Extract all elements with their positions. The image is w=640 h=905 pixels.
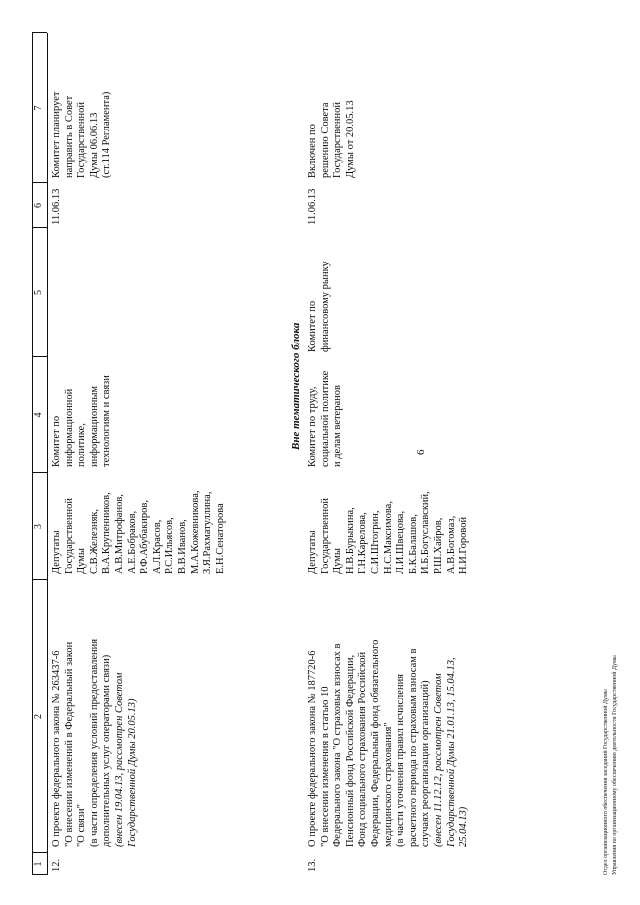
author-line: Думы xyxy=(332,548,344,574)
author-line: Думы xyxy=(76,548,88,574)
author-line: В.А.Крупенников, xyxy=(101,492,113,574)
note-line: (внесен 19.04.13, рассмотрен Советом xyxy=(113,672,125,847)
author-line: Р.Ф.Абубакиров, xyxy=(139,500,151,574)
title-line: О проекте федерального закона № 263437-6 xyxy=(51,650,62,847)
title-line: "О внесении изменения в статью 10 xyxy=(319,686,331,847)
row-12-authors xyxy=(51,490,227,574)
title-line: Федерального закона "О страховых взносах в xyxy=(332,643,344,847)
author-line: Р.Ш.Хайров, xyxy=(432,517,444,574)
title-line: "О связи" xyxy=(76,804,88,847)
title-line: медицинского страхования" xyxy=(382,722,394,847)
author-line: З.Я.Рахматуллина, xyxy=(202,491,214,574)
row-13-date: 11.06.13 xyxy=(307,188,318,225)
row-12-status xyxy=(51,92,114,179)
committee-line: информационной xyxy=(63,388,75,467)
author-line: М.А.Кожевникова, xyxy=(189,490,201,574)
header-col-3: 3 xyxy=(33,524,44,529)
author-line: И.Б.Богуславский, xyxy=(420,491,432,574)
footer-line-1: Отдел организационного обеспечения заседаний Государственной Думы xyxy=(603,689,609,875)
author-line: В.В.Иванов, xyxy=(176,519,188,574)
status-line: Думы от 20.05.13 xyxy=(344,100,356,178)
author-line: Депутаты xyxy=(51,530,62,574)
committee-line: социальной политике xyxy=(319,370,331,467)
status-line: направить в Совет xyxy=(63,95,75,178)
note-line: (внесен 11.12.12, рассмотрен Советом xyxy=(432,673,444,847)
author-line: Б.К.Балашов, xyxy=(407,514,419,574)
row-13-number: 13. xyxy=(307,858,318,872)
title-line: Федерации, Федеральный фонд обязательного xyxy=(369,639,381,847)
author-line: А.Л.Красов, xyxy=(151,519,163,574)
co-committee-line: Комитет по xyxy=(307,300,318,352)
author-line: Депутаты xyxy=(307,530,318,574)
header-bottom-rule xyxy=(47,33,48,875)
title-line: (в части уточнения правил исчисления xyxy=(395,673,407,847)
author-line: Н.В.Бурыкина, xyxy=(344,507,356,574)
title-line: Пенсионный фонд Российской Федерации, xyxy=(344,654,356,847)
title-line: О проекте федерального закона № 187720-6 xyxy=(307,650,318,847)
author-line: С.И.Штогрин, xyxy=(369,510,381,574)
note-line: Государственной Думы 20.05.13) xyxy=(126,698,138,847)
status-line: решению Совета xyxy=(319,102,331,178)
note-line: 25.04.13) xyxy=(458,806,470,847)
author-line: Е.Н.Сенаторова xyxy=(214,503,226,574)
header-col-4: 4 xyxy=(33,412,44,418)
row-12-title xyxy=(51,639,139,847)
author-line: С.В.Железняк, xyxy=(88,508,100,574)
footer-line-2: Управления по организационному обеспечению деятельности Государственной Думы xyxy=(612,655,618,875)
header-col-2: 2 xyxy=(33,714,44,719)
row-13-committee xyxy=(307,371,345,467)
row-13-authors xyxy=(307,491,471,574)
committee-line: информационным xyxy=(88,385,100,467)
status-line: Комитет планирует xyxy=(51,91,62,178)
title-line: (в части определения условий предоставления xyxy=(88,638,100,847)
status-line: Включен по xyxy=(307,124,318,178)
header-col-1: 1 xyxy=(33,861,44,867)
committee-line: и делам ветеранов xyxy=(332,385,344,467)
author-line: Г.Н.Карелова, xyxy=(357,512,369,574)
author-line: Государственной xyxy=(319,498,331,574)
title-line: Фонд социального страхования Российской xyxy=(357,651,369,847)
title-line: расчетного периода по страховым взносам в xyxy=(407,648,419,847)
page-number: 6 xyxy=(415,449,427,455)
row-12-number: 12. xyxy=(51,858,62,872)
committee-line: Комитет по труду, xyxy=(307,386,318,467)
status-line: Государственной xyxy=(76,102,88,178)
status-line: Думы 06.06.13 xyxy=(88,112,100,178)
committee-line: Комитет по xyxy=(51,415,62,467)
thematic-block-title: Вне тематического блока xyxy=(290,322,302,450)
author-line: Н.С.Максимова, xyxy=(382,501,394,574)
row-12-date: 11.06.13 xyxy=(51,188,62,225)
co-committee-line: финансовому рынку xyxy=(319,261,331,352)
header-col-7: 7 xyxy=(33,105,44,111)
committee-line: технологиям и связи xyxy=(101,375,113,467)
note-line: Государственной Думы 21.01.13, 15.04.13, xyxy=(445,657,457,847)
row-13-co-committee xyxy=(307,261,332,352)
status-line: Государственной xyxy=(332,102,344,178)
author-line: А.В.Богомаз, xyxy=(445,515,457,574)
header-col-5: 5 xyxy=(33,290,44,295)
title-line: "О внесении изменений в Федеральный закон xyxy=(63,641,75,847)
row-13-title xyxy=(307,640,471,847)
committee-line: политике, xyxy=(76,423,88,467)
author-line: Государственной xyxy=(63,498,75,574)
author-line: А.Е.Бобраков, xyxy=(126,510,138,574)
author-line: Н.И.Горовой xyxy=(458,516,470,574)
status-line: (ст.114 Регламента) xyxy=(101,91,113,178)
row-12-committee xyxy=(51,375,114,467)
title-line: случаях реорганизации организаций) xyxy=(420,680,432,847)
title-line: дополнительных услуг операторами связи) xyxy=(101,654,113,847)
author-line: Р.С.Ильясов, xyxy=(164,517,176,574)
row-13-status xyxy=(307,100,357,178)
author-line: А.В.Митрофанов, xyxy=(113,494,125,574)
author-line: Л.И.Швецова, xyxy=(395,510,407,574)
header-col-6: 6 xyxy=(33,203,44,208)
